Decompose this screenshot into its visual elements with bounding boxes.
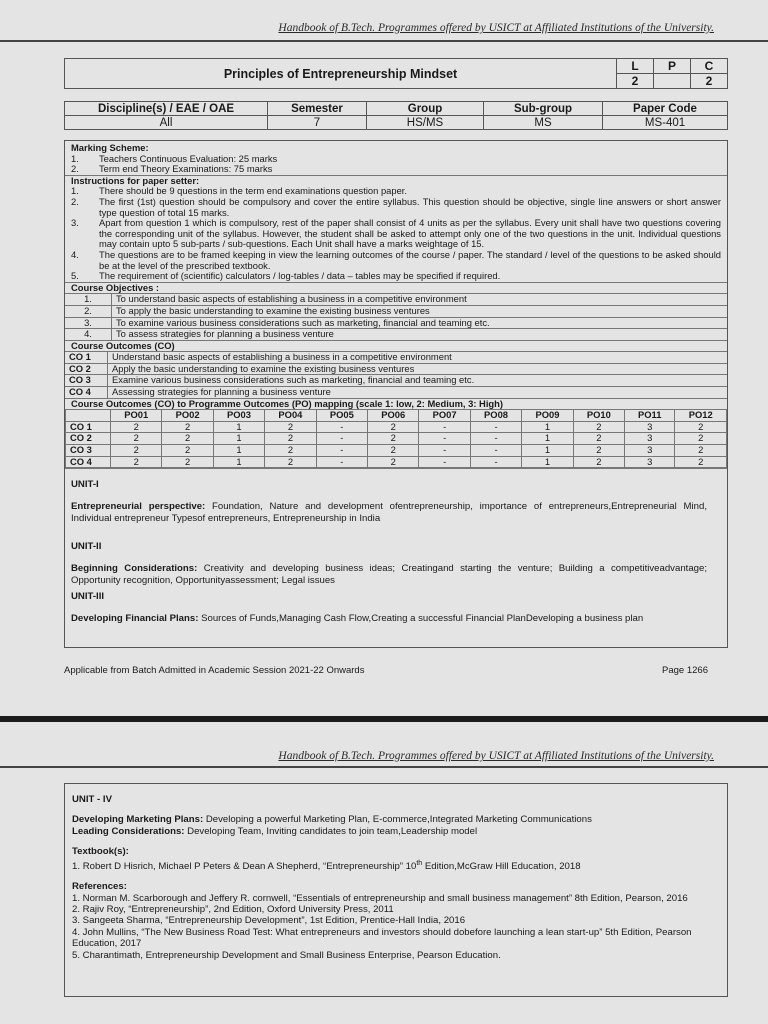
discipline-header: Discipline(s) / EAE / OAE [65, 102, 268, 116]
footer-left: Applicable from Batch Admitted in Academic Session 2021-22 Onwards [64, 665, 365, 676]
semester-value: 7 [268, 116, 367, 130]
instructions-title: Instructions for paper setter: [71, 174, 200, 186]
list-item: 4. The questions are to be framed keeping in view the learning outcomes of the course / paper. The standard / level of the questions to be asked should be at the level of the prescribed textbook. [71, 248, 721, 271]
list-item: 5. The requirement of (scientific) calculators / log-tables / data – tables may be specified if required. [71, 270, 501, 282]
po-header: PO11 [625, 410, 675, 422]
objectives-table: 1. To understand basic aspects of establishing a business in a competitive environment 2. To apply the basic understanding to examine the existing business ventures 3. To examine various business considerations such as marketing, financial and teaming etc. 4. To assess strategies for planning a business venture [65, 293, 727, 339]
list-item: 2. Term end Theory Examinations: 75 marks [71, 163, 273, 175]
course-outcomes [65, 341, 727, 399]
mapping-table [65, 409, 727, 468]
subgroup-header: Sub-group [484, 102, 603, 116]
running-header: Handbook of B.Tech. Programmes offered by USICT at Affiliated Institutions of the University. [278, 750, 714, 762]
textbooks-title: Textbook(s): [72, 846, 129, 858]
header-rule [0, 766, 768, 768]
ltpc-label: P [654, 59, 691, 74]
page-footer [64, 665, 708, 676]
units-area [65, 469, 727, 647]
discipline-table [64, 101, 728, 130]
course-title-table [64, 58, 728, 89]
po-header: PO03 [213, 410, 264, 422]
table-row: CO 2 2 2 1 2 - 2 - - 1 2 3 2 [66, 433, 727, 445]
paper-code-value: MS-401 [603, 116, 728, 130]
po-header: PO07 [419, 410, 470, 422]
table-row: CO 4 2 2 1 2 - 2 - - 1 2 3 2 [66, 456, 727, 468]
outcomes-title: Course Outcomes (CO) [71, 339, 175, 351]
objectives-title: Course Objectives : [71, 281, 160, 293]
po-header: PO01 [111, 410, 162, 422]
ltpc-value [654, 74, 691, 89]
reference-item: 3. Sangeeta Sharma, “Entrepreneurship Development”, 1st Edition, Prentice-Hall India, 2016 [72, 915, 466, 927]
references-title: References: [72, 881, 127, 893]
unit-3: UNIT-III Developing Financial Plans: Sources of Funds,Managing Cash Flow,Creating a successful Financial PlanDeveloping a business plan [71, 591, 644, 625]
ltpc-label: L [617, 59, 654, 74]
leading-considerations: Leading Considerations: Developing Team, Inviting candidates to join team,Leadership model [72, 825, 478, 837]
page-2 [0, 722, 768, 1024]
reference-item: 2. Rajiv Roy, “Entrepreneurship”, 2nd Edition, Oxford University Press, 2011 [72, 904, 394, 916]
discipline-value: All [65, 116, 268, 130]
course-objectives [65, 283, 727, 341]
list-item: 1. There should be 9 questions in the term end examinations question paper. [71, 185, 408, 197]
po-header: PO04 [265, 410, 316, 422]
mapping-title: Course Outcomes (CO) to Programme Outcomes (PO) mapping (scale 1: low, 2: Medium, 3: High) [71, 397, 504, 409]
reference-item: 1. Norman M. Scarborough and Jeffery R. cornwell, “Essentials of entrepreneurship and small business management” 8th Edition, Pearson, 2016 [72, 892, 688, 904]
unit-1: UNIT-I Entrepreneurial perspective: Foundation, Nature and development ofentrepreneurship, importance of entrepreneurs,Entrepreneurial Mind, Individual entrepreneur Typesof entrepreneurs, Entrepreneurship in India [71, 479, 707, 524]
list-item: 1. Teachers Continuous Evaluation: 25 marks [71, 152, 278, 164]
scheme-box [64, 140, 728, 648]
unit-4-box [64, 783, 728, 997]
po-header: PO12 [675, 410, 727, 422]
unit-4-head: UNIT - IV [72, 794, 112, 805]
list-item: 2. The first (1st) question should be compulsory and cover the entire syllabus. This question should be objective, single line answers or short answer type question of total 15 marks. [71, 195, 721, 218]
unit-2: UNIT-II Beginning Considerations: Creativity and developing business ideas; Creatingand starting the venture; Building a competitiveadvantage; Opportunity recognition, Opportunityassessment; Legal issues [71, 541, 707, 586]
group-header: Group [367, 102, 484, 116]
paper-code-header: Paper Code [603, 102, 728, 116]
marking-scheme [65, 141, 727, 176]
co-po-mapping [65, 399, 727, 470]
po-header: PO09 [522, 410, 573, 422]
ltpc-value: 2 [691, 74, 728, 89]
semester-header: Semester [268, 102, 367, 116]
subgroup-value: MS [484, 116, 603, 130]
running-header: Handbook of B.Tech. Programmes offered by USICT at Affiliated Institutions of the University. [278, 22, 714, 34]
list-item: 3. Apart from question 1 which is compulsory, rest of the paper shall consist of 4 units as per the syllabus. Every unit shall have two questions covering the corresponding unit of the syllabus. However, the student shall be asked to attempt only one of the two questions in the unit. Individual questions may contain upto 5 sub-parts / sub-questions. Each Unit shall have a marks weightage of 15. [71, 217, 721, 250]
instructions [65, 176, 727, 283]
po-header: PO05 [316, 410, 367, 422]
po-header: PO06 [368, 410, 419, 422]
course-title: Principles of Entrepreneurship Mindset [65, 59, 617, 89]
table-row: CO 3 2 2 1 2 - 2 - - 1 2 3 2 [66, 445, 727, 457]
group-value: HS/MS [367, 116, 484, 130]
ltpc-value: 2 [617, 74, 654, 89]
po-header: PO02 [162, 410, 213, 422]
reference-item: 5. Charantimath, Entrepreneurship Development and Small Business Enterprise, Pearson Education. [72, 949, 501, 961]
marketing-plans: Developing Marketing Plans: Developing a powerful Marketing Plan, E-commerce,Integrated Marketing Communications [72, 814, 592, 826]
po-header: PO08 [470, 410, 521, 422]
header-rule [0, 40, 768, 42]
po-header: PO10 [573, 410, 624, 422]
page-number: Page 1266 [662, 665, 708, 676]
marking-scheme-title: Marking Scheme: [71, 142, 149, 153]
outcomes-table: CO 1 Understand basic aspects of establishing a business in a competitive environment CO 2 Apply the basic understanding to examine the existing business ventures CO 3 Examine various business considerations such as marketing, financial and teaming etc. CO 4 Assessing strategies for planning a business venture [65, 351, 727, 397]
reference-item: 4. John Mullins, “The New Business Road Test: What entrepreneurs and investors should dobefore launching a lean start-up” 5th Edition, Pearson Education, 2017 [72, 926, 692, 950]
table-row: CO 1 2 2 1 2 - 2 - - 1 2 3 2 [66, 421, 727, 433]
textbook-item: 1. Robert D Hisrich, Michael P Peters & Dean A Shepherd, “Entrepreneurship” 10th Edition,McGraw Hill Education, 2018 [72, 859, 581, 872]
ltpc-label: C [691, 59, 728, 74]
